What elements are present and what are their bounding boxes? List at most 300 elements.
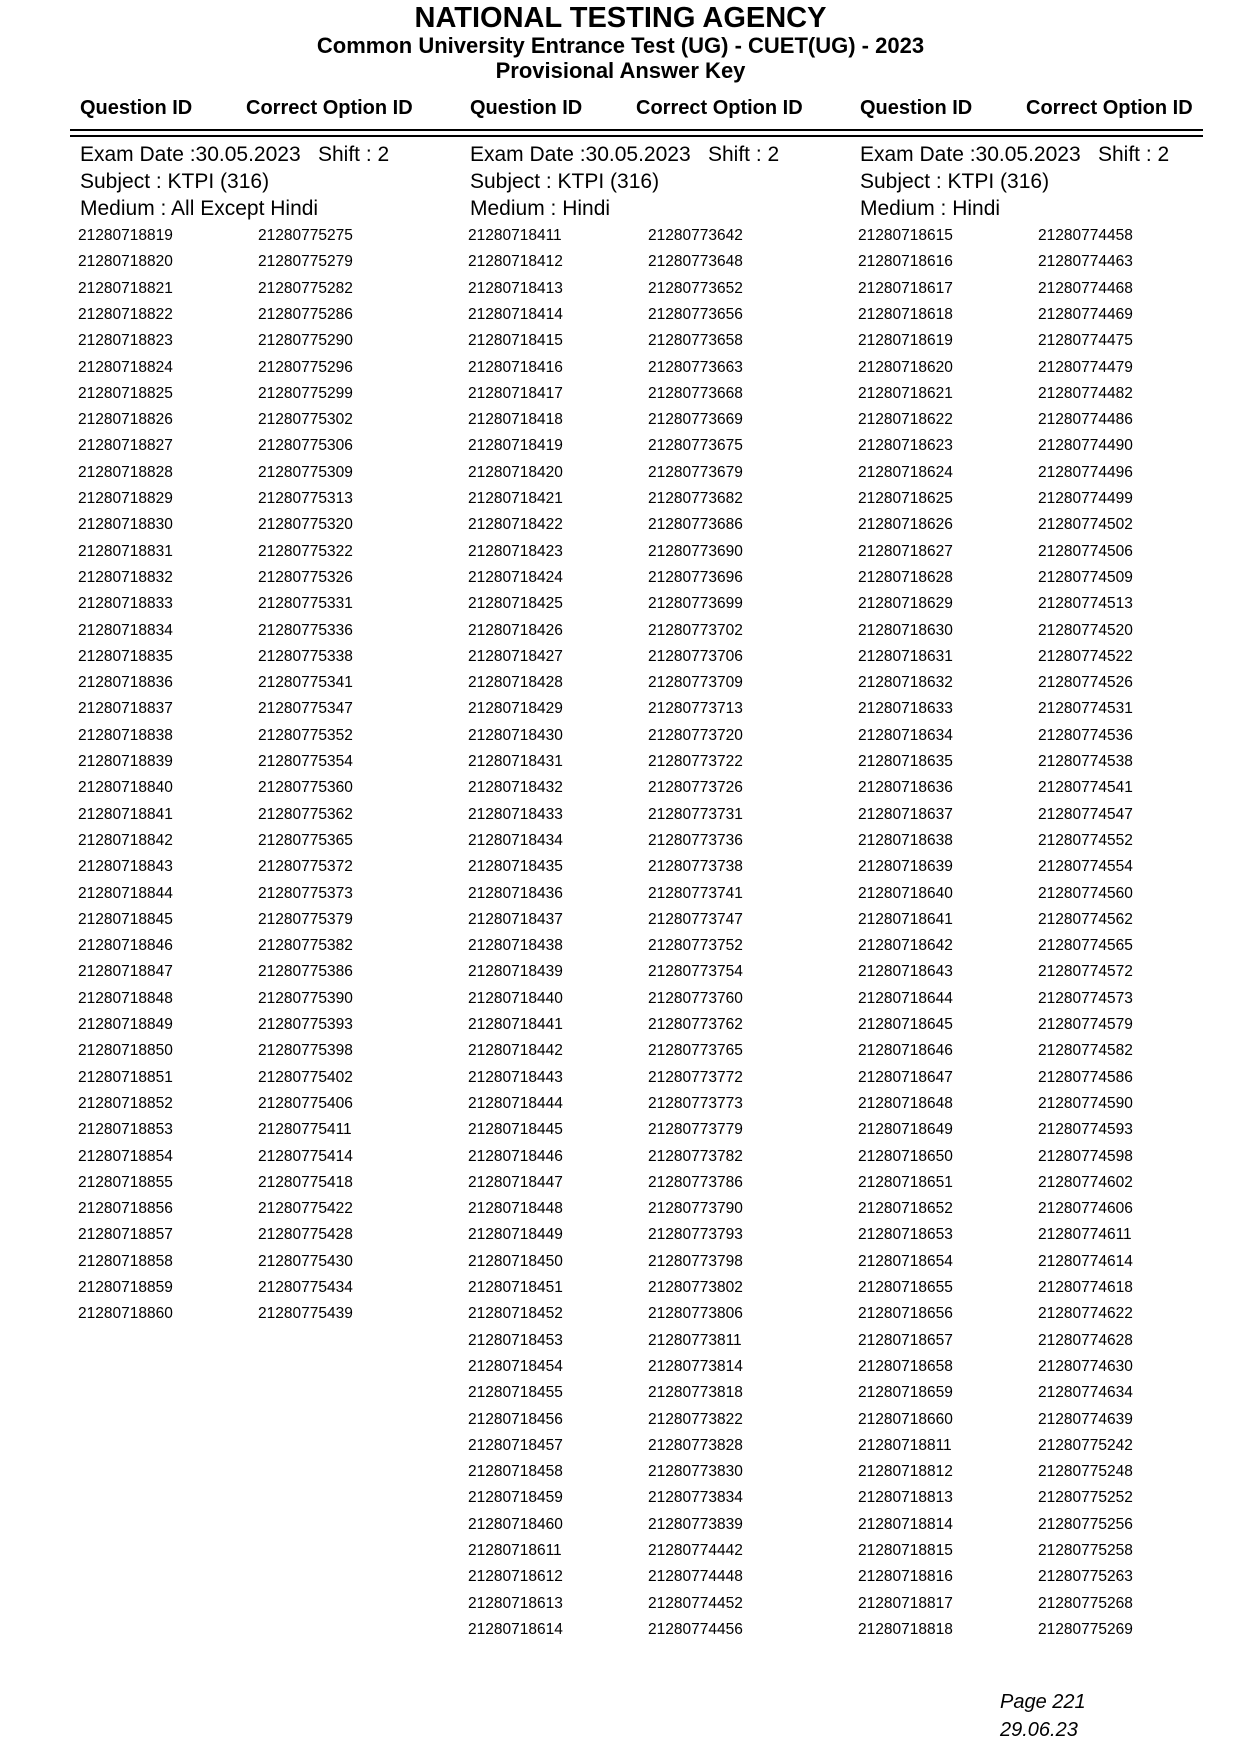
question-id-cell: 21280718860 xyxy=(78,1305,173,1322)
question-id-cell: 21280718814 xyxy=(858,1516,953,1533)
exam-date: Exam Date :30.05.2023 xyxy=(470,143,691,166)
question-id-cell: 21280718448 xyxy=(468,1200,563,1217)
correct-option-id-cell: 21280773731 xyxy=(648,806,743,823)
correct-option-id-cell: 21280774586 xyxy=(1038,1069,1133,1086)
question-id-cell: 21280718418 xyxy=(468,411,563,428)
question-id-cell: 21280718622 xyxy=(858,411,953,428)
question-id-cell: 21280718643 xyxy=(858,963,953,980)
correct-option-id-cell: 21280773747 xyxy=(648,911,743,928)
question-id-cell: 21280718816 xyxy=(858,1568,953,1585)
question-id-cell: 21280718830 xyxy=(78,516,173,533)
correct-option-id-cell: 21280775331 xyxy=(258,595,353,612)
question-id-cell: 21280718818 xyxy=(858,1621,953,1638)
correct-option-id-cell: 21280774554 xyxy=(1038,858,1133,875)
question-id-cell: 21280718634 xyxy=(858,727,953,744)
question-id-cell: 21280718835 xyxy=(78,648,173,665)
correct-option-id-cell: 21280774486 xyxy=(1038,411,1133,428)
question-id-header: Question ID xyxy=(80,97,193,119)
question-id-cell: 21280718450 xyxy=(468,1253,563,1270)
correct-option-id-cell: 21280773722 xyxy=(648,753,743,770)
question-id-cell: 21280718412 xyxy=(468,253,563,270)
correct-option-id-cell: 21280773682 xyxy=(648,490,743,507)
correct-option-id-cell: 21280775338 xyxy=(258,648,353,665)
correct-option-id-cell: 21280774509 xyxy=(1038,569,1133,586)
question-id-cell: 21280718626 xyxy=(858,516,953,533)
correct-option-id-cell: 21280773830 xyxy=(648,1463,743,1480)
question-id-cell: 21280718853 xyxy=(78,1121,173,1138)
correct-option-id-cell: 21280774639 xyxy=(1038,1411,1133,1428)
question-id-cell: 21280718815 xyxy=(858,1542,953,1559)
question-id-cell: 21280718647 xyxy=(858,1069,953,1086)
correct-option-id-cell: 21280774562 xyxy=(1038,911,1133,928)
question-id-cell: 21280718646 xyxy=(858,1042,953,1059)
shift: Shift : 2 xyxy=(708,143,780,166)
correct-option-id-cell: 21280775252 xyxy=(1038,1489,1133,1506)
question-id-cell: 21280718414 xyxy=(468,306,563,323)
question-id-cell: 21280718433 xyxy=(468,806,563,823)
question-id-cell: 21280718854 xyxy=(78,1148,173,1165)
correct-option-id-cell: 21280774573 xyxy=(1038,990,1133,1007)
correct-option-id-cell: 21280773648 xyxy=(648,253,743,270)
correct-option-id-cell: 21280773818 xyxy=(648,1384,743,1401)
question-id-cell: 21280718837 xyxy=(78,700,173,717)
correct-option-id-cell: 21280773656 xyxy=(648,306,743,323)
correct-option-id-cell: 21280773706 xyxy=(648,648,743,665)
correct-option-id-cell: 21280773713 xyxy=(648,700,743,717)
question-id-cell: 21280718642 xyxy=(858,937,953,954)
question-id-cell: 21280718850 xyxy=(78,1042,173,1059)
subject: Subject : KTPI (316) xyxy=(860,170,1050,193)
question-id-cell: 21280718456 xyxy=(468,1411,563,1428)
correct-option-id-cell: 21280775326 xyxy=(258,569,353,586)
correct-option-id-cell: 21280773709 xyxy=(648,674,743,691)
correct-option-id-cell: 21280774593 xyxy=(1038,1121,1133,1138)
correct-option-id-cell: 21280773802 xyxy=(648,1279,743,1296)
correct-option-id-cell: 21280774611 xyxy=(1038,1226,1132,1243)
question-id-cell: 21280718443 xyxy=(468,1069,563,1086)
question-id-cell: 21280718648 xyxy=(858,1095,953,1112)
correct-option-id-cell: 21280775269 xyxy=(1038,1621,1133,1638)
question-id-cell: 21280718445 xyxy=(468,1121,563,1138)
correct-option-id-cell: 21280773726 xyxy=(648,779,743,796)
question-id-cell: 21280718812 xyxy=(858,1463,953,1480)
correct-option-id-cell: 21280774602 xyxy=(1038,1174,1133,1191)
correct-option-id-header: Correct Option ID xyxy=(246,97,413,119)
correct-option-id-cell: 21280773663 xyxy=(648,359,743,376)
correct-option-id-cell: 21280773658 xyxy=(648,332,743,349)
correct-option-id-cell: 21280774565 xyxy=(1038,937,1133,954)
question-id-cell: 21280718452 xyxy=(468,1305,563,1322)
question-id-cell: 21280718849 xyxy=(78,1016,173,1033)
question-id-cell: 21280718840 xyxy=(78,779,173,796)
correct-option-id-cell: 21280774452 xyxy=(648,1595,743,1612)
correct-option-id-cell: 21280774469 xyxy=(1038,306,1133,323)
correct-option-id-cell: 21280774618 xyxy=(1038,1279,1133,1296)
correct-option-id-cell: 21280775393 xyxy=(258,1016,353,1033)
document-title: NATIONAL TESTING AGENCY xyxy=(414,2,827,34)
question-id-cell: 21280718826 xyxy=(78,411,173,428)
question-id-cell: 21280718632 xyxy=(858,674,953,691)
question-id-cell: 21280718825 xyxy=(78,385,173,402)
correct-option-id-cell: 21280774448 xyxy=(648,1568,743,1585)
correct-option-id-cell: 21280774482 xyxy=(1038,385,1133,402)
correct-option-id-cell: 21280775382 xyxy=(258,937,353,954)
question-id-cell: 21280718627 xyxy=(858,543,953,560)
correct-option-id-header: Correct Option ID xyxy=(636,97,803,119)
correct-option-id-cell: 21280775306 xyxy=(258,437,353,454)
correct-option-id-cell: 21280774463 xyxy=(1038,253,1133,270)
correct-option-id-cell: 21280775347 xyxy=(258,700,353,717)
correct-option-id-cell: 21280775398 xyxy=(258,1042,353,1059)
correct-option-id-cell: 21280775275 xyxy=(258,227,353,244)
question-id-cell: 21280718649 xyxy=(858,1121,953,1138)
correct-option-id-cell: 21280775365 xyxy=(258,832,353,849)
question-id-cell: 21280718432 xyxy=(468,779,563,796)
question-id-cell: 21280718811 xyxy=(858,1437,952,1454)
correct-option-id-cell: 21280774536 xyxy=(1038,727,1133,744)
correct-option-id-cell: 21280773793 xyxy=(648,1226,743,1243)
question-id-cell: 21280718428 xyxy=(468,674,563,691)
question-id-cell: 21280718652 xyxy=(858,1200,953,1217)
correct-option-id-cell: 21280775411 xyxy=(258,1121,352,1138)
question-id-cell: 21280718440 xyxy=(468,990,563,1007)
question-id-cell: 21280718846 xyxy=(78,937,173,954)
question-id-cell: 21280718855 xyxy=(78,1174,173,1191)
correct-option-id-cell: 21280775313 xyxy=(258,490,353,507)
correct-option-id-cell: 21280774442 xyxy=(648,1542,743,1559)
question-id-cell: 21280718614 xyxy=(468,1621,563,1638)
shift: Shift : 2 xyxy=(1098,143,1170,166)
correct-option-id-cell: 21280773828 xyxy=(648,1437,743,1454)
question-id-cell: 21280718641 xyxy=(858,911,953,928)
correct-option-id-cell: 21280775309 xyxy=(258,464,353,481)
question-id-cell: 21280718839 xyxy=(78,753,173,770)
correct-option-id-cell: 21280773702 xyxy=(648,622,743,639)
correct-option-id-cell: 21280773765 xyxy=(648,1042,743,1059)
question-id-cell: 21280718651 xyxy=(858,1174,953,1191)
question-id-cell: 21280718843 xyxy=(78,858,173,875)
subject: Subject : KTPI (316) xyxy=(470,170,660,193)
header-divider-bottom xyxy=(70,135,1203,137)
correct-option-id-cell: 21280774458 xyxy=(1038,227,1133,244)
correct-option-id-cell: 21280775268 xyxy=(1038,1595,1133,1612)
question-id-cell: 21280718429 xyxy=(468,700,563,717)
question-id-cell: 21280718637 xyxy=(858,806,953,823)
question-id-cell: 21280718655 xyxy=(858,1279,953,1296)
question-id-cell: 21280718834 xyxy=(78,622,173,639)
question-id-cell: 21280718635 xyxy=(858,753,953,770)
correct-option-id-cell: 21280775279 xyxy=(258,253,353,270)
question-id-cell: 21280718832 xyxy=(78,569,173,586)
question-id-cell: 21280718457 xyxy=(468,1437,563,1454)
correct-option-id-cell: 21280775242 xyxy=(1038,1437,1133,1454)
correct-option-id-cell: 21280775354 xyxy=(258,753,353,770)
correct-option-id-cell: 21280775422 xyxy=(258,1200,353,1217)
correct-option-id-cell: 21280774572 xyxy=(1038,963,1133,980)
correct-option-id-cell: 21280775428 xyxy=(258,1226,353,1243)
question-id-cell: 21280718455 xyxy=(468,1384,563,1401)
question-id-cell: 21280718819 xyxy=(78,227,173,244)
question-id-cell: 21280718823 xyxy=(78,332,173,349)
question-id-cell: 21280718633 xyxy=(858,700,953,717)
question-id-cell: 21280718618 xyxy=(858,306,953,323)
correct-option-id-cell: 21280773736 xyxy=(648,832,743,849)
question-id-cell: 21280718630 xyxy=(858,622,953,639)
correct-option-id-cell: 21280775439 xyxy=(258,1305,353,1322)
question-id-cell: 21280718824 xyxy=(78,359,173,376)
question-id-cell: 21280718444 xyxy=(468,1095,563,1112)
question-id-cell: 21280718852 xyxy=(78,1095,173,1112)
question-id-cell: 21280718660 xyxy=(858,1411,953,1428)
question-id-cell: 21280718658 xyxy=(858,1358,953,1375)
correct-option-id-cell: 21280775258 xyxy=(1038,1542,1133,1559)
correct-option-id-cell: 21280774598 xyxy=(1038,1148,1133,1165)
correct-option-id-cell: 21280773738 xyxy=(648,858,743,875)
medium: Medium : Hindi xyxy=(860,197,1001,220)
question-id-cell: 21280718437 xyxy=(468,911,563,928)
correct-option-id-cell: 21280775386 xyxy=(258,963,353,980)
question-id-cell: 21280718631 xyxy=(858,648,953,665)
question-id-cell: 21280718425 xyxy=(468,595,563,612)
correct-option-id-cell: 21280775322 xyxy=(258,543,353,560)
correct-option-id-cell: 21280774531 xyxy=(1038,700,1133,717)
correct-option-id-cell: 21280774499 xyxy=(1038,490,1133,507)
question-id-cell: 21280718659 xyxy=(858,1384,953,1401)
question-id-cell: 21280718454 xyxy=(468,1358,563,1375)
correct-option-id-cell: 21280775263 xyxy=(1038,1568,1133,1585)
question-id-cell: 21280718829 xyxy=(78,490,173,507)
correct-option-id-cell: 21280774456 xyxy=(648,1621,743,1638)
question-id-cell: 21280718638 xyxy=(858,832,953,849)
correct-option-id-cell: 21280773652 xyxy=(648,280,743,297)
question-id-cell: 21280718656 xyxy=(858,1305,953,1322)
question-id-cell: 21280718628 xyxy=(858,569,953,586)
correct-option-id-cell: 21280773668 xyxy=(648,385,743,402)
correct-option-id-cell: 21280773773 xyxy=(648,1095,743,1112)
correct-option-id-cell: 21280773822 xyxy=(648,1411,743,1428)
question-id-cell: 21280718822 xyxy=(78,306,173,323)
question-id-cell: 21280718842 xyxy=(78,832,173,849)
question-id-cell: 21280718419 xyxy=(468,437,563,454)
question-id-cell: 21280718629 xyxy=(858,595,953,612)
question-id-cell: 21280718411 xyxy=(468,227,562,244)
question-id-cell: 21280718415 xyxy=(468,332,563,349)
correct-option-id-cell: 21280773760 xyxy=(648,990,743,1007)
question-id-cell: 21280718644 xyxy=(858,990,953,1007)
correct-option-id-cell: 21280775336 xyxy=(258,622,353,639)
correct-option-id-cell: 21280775373 xyxy=(258,885,353,902)
question-id-cell: 21280718426 xyxy=(468,622,563,639)
question-id-cell: 21280718615 xyxy=(858,227,953,244)
question-id-cell: 21280718434 xyxy=(468,832,563,849)
correct-option-id-cell: 21280773720 xyxy=(648,727,743,744)
correct-option-id-cell: 21280773669 xyxy=(648,411,743,428)
question-id-cell: 21280718442 xyxy=(468,1042,563,1059)
question-id-cell: 21280718446 xyxy=(468,1148,563,1165)
correct-option-id-cell: 21280773696 xyxy=(648,569,743,586)
question-id-cell: 21280718611 xyxy=(468,1542,562,1559)
correct-option-id-cell: 21280774513 xyxy=(1038,595,1133,612)
correct-option-id-cell: 21280773754 xyxy=(648,963,743,980)
correct-option-id-cell: 21280773806 xyxy=(648,1305,743,1322)
correct-option-id-cell: 21280775320 xyxy=(258,516,353,533)
correct-option-id-cell: 21280774560 xyxy=(1038,885,1133,902)
question-id-header: Question ID xyxy=(860,97,973,119)
correct-option-id-cell: 21280775286 xyxy=(258,306,353,323)
question-id-cell: 21280718423 xyxy=(468,543,563,560)
correct-option-id-cell: 21280774490 xyxy=(1038,437,1133,454)
correct-option-id-cell: 21280775299 xyxy=(258,385,353,402)
document-subtitle: Common University Entrance Test (UG) - CUET(UG) - 2023 xyxy=(316,33,925,58)
correct-option-id-cell: 21280773686 xyxy=(648,516,743,533)
correct-option-id-cell: 21280773752 xyxy=(648,937,743,954)
question-id-cell: 21280718420 xyxy=(468,464,563,481)
question-id-cell: 21280718817 xyxy=(858,1595,953,1612)
correct-option-id-cell: 21280775418 xyxy=(258,1174,353,1191)
correct-option-id-cell: 21280773782 xyxy=(648,1148,743,1165)
question-id-cell: 21280718451 xyxy=(468,1279,563,1296)
question-id-cell: 21280718449 xyxy=(468,1226,563,1243)
question-id-cell: 21280718458 xyxy=(468,1463,563,1480)
question-id-cell: 21280718645 xyxy=(858,1016,953,1033)
correct-option-id-cell: 21280773679 xyxy=(648,464,743,481)
question-id-cell: 21280718639 xyxy=(858,858,953,875)
question-id-cell: 21280718828 xyxy=(78,464,173,481)
correct-option-id-cell: 21280775360 xyxy=(258,779,353,796)
correct-option-id-cell: 21280773762 xyxy=(648,1016,743,1033)
question-id-cell: 21280718640 xyxy=(858,885,953,902)
question-id-cell: 21280718441 xyxy=(468,1016,563,1033)
correct-option-id-cell: 21280775290 xyxy=(258,332,353,349)
question-id-cell: 21280718833 xyxy=(78,595,173,612)
question-id-cell: 21280718845 xyxy=(78,911,173,928)
question-id-cell: 21280718430 xyxy=(468,727,563,744)
question-id-cell: 21280718459 xyxy=(468,1489,563,1506)
question-id-cell: 21280718841 xyxy=(78,806,173,823)
correct-option-id-cell: 21280774506 xyxy=(1038,543,1133,560)
correct-option-id-cell: 21280775256 xyxy=(1038,1516,1133,1533)
correct-option-id-cell: 21280775402 xyxy=(258,1069,353,1086)
correct-option-id-cell: 21280775296 xyxy=(258,359,353,376)
correct-option-id-cell: 21280773699 xyxy=(648,595,743,612)
question-id-cell: 21280718650 xyxy=(858,1148,953,1165)
correct-option-id-cell: 21280775379 xyxy=(258,911,353,928)
header-divider-top xyxy=(70,129,1203,131)
correct-option-id-cell: 21280773675 xyxy=(648,437,743,454)
correct-option-id-cell: 21280773798 xyxy=(648,1253,743,1270)
correct-option-id-cell: 21280773811 xyxy=(648,1332,742,1349)
correct-option-id-cell: 21280775302 xyxy=(258,411,353,428)
question-id-cell: 21280718851 xyxy=(78,1069,173,1086)
question-id-cell: 21280718836 xyxy=(78,674,173,691)
correct-option-id-cell: 21280774479 xyxy=(1038,359,1133,376)
question-id-cell: 21280718621 xyxy=(858,385,953,402)
question-id-cell: 21280718813 xyxy=(858,1489,953,1506)
correct-option-id-cell: 21280774520 xyxy=(1038,622,1133,639)
answer-key-label: Provisional Answer Key xyxy=(495,58,746,83)
correct-option-id-cell: 21280774547 xyxy=(1038,806,1133,823)
correct-option-id-cell: 21280773772 xyxy=(648,1069,743,1086)
question-id-cell: 21280718435 xyxy=(468,858,563,875)
question-id-cell: 21280718859 xyxy=(78,1279,173,1296)
correct-option-id-cell: 21280774614 xyxy=(1038,1253,1133,1270)
question-id-cell: 21280718453 xyxy=(468,1332,563,1349)
question-id-cell: 21280718831 xyxy=(78,543,173,560)
question-id-cell: 21280718857 xyxy=(78,1226,173,1243)
question-id-cell: 21280718613 xyxy=(468,1595,563,1612)
question-id-cell: 21280718416 xyxy=(468,359,563,376)
question-id-cell: 21280718431 xyxy=(468,753,563,770)
correct-option-id-cell: 21280773779 xyxy=(648,1121,743,1138)
correct-option-id-cell: 21280773839 xyxy=(648,1516,743,1533)
question-id-cell: 21280718623 xyxy=(858,437,953,454)
subject: Subject : KTPI (316) xyxy=(80,170,270,193)
correct-option-id-cell: 21280773814 xyxy=(648,1358,743,1375)
correct-option-id-cell: 21280773786 xyxy=(648,1174,743,1191)
correct-option-id-cell: 21280775282 xyxy=(258,280,353,297)
correct-option-id-cell: 21280774634 xyxy=(1038,1384,1133,1401)
correct-option-id-cell: 21280774622 xyxy=(1038,1305,1133,1322)
correct-option-id-cell: 21280774541 xyxy=(1038,779,1133,796)
correct-option-id-cell: 21280774502 xyxy=(1038,516,1133,533)
correct-option-id-cell: 21280774582 xyxy=(1038,1042,1133,1059)
question-id-cell: 21280718624 xyxy=(858,464,953,481)
question-id-cell: 21280718447 xyxy=(468,1174,563,1191)
correct-option-id-cell: 21280775352 xyxy=(258,727,353,744)
question-id-cell: 21280718422 xyxy=(468,516,563,533)
question-id-cell: 21280718653 xyxy=(858,1226,953,1243)
question-id-cell: 21280718436 xyxy=(468,885,563,902)
medium: Medium : All Except Hindi xyxy=(80,197,319,220)
question-id-cell: 21280718636 xyxy=(858,779,953,796)
correct-option-id-cell: 21280774552 xyxy=(1038,832,1133,849)
correct-option-id-cell: 21280774496 xyxy=(1038,464,1133,481)
question-id-cell: 21280718620 xyxy=(858,359,953,376)
question-id-cell: 21280718427 xyxy=(468,648,563,665)
correct-option-id-cell: 21280775362 xyxy=(258,806,353,823)
correct-option-id-cell: 21280774538 xyxy=(1038,753,1133,770)
question-id-cell: 21280718413 xyxy=(468,280,563,297)
correct-option-id-cell: 21280775341 xyxy=(258,674,353,691)
correct-option-id-cell: 21280773741 xyxy=(648,885,743,902)
question-id-cell: 21280718424 xyxy=(468,569,563,586)
exam-date: Exam Date :30.05.2023 xyxy=(80,143,301,166)
question-id-cell: 21280718438 xyxy=(468,937,563,954)
correct-option-id-cell: 21280775372 xyxy=(258,858,353,875)
question-id-cell: 21280718856 xyxy=(78,1200,173,1217)
correct-option-id-cell: 21280774522 xyxy=(1038,648,1133,665)
page-number: Page 221 xyxy=(1000,1691,1086,1713)
correct-option-id-cell: 21280775430 xyxy=(258,1253,353,1270)
correct-option-id-cell: 21280774468 xyxy=(1038,280,1133,297)
correct-option-id-cell: 21280773642 xyxy=(648,227,743,244)
correct-option-id-cell: 21280773834 xyxy=(648,1489,743,1506)
exam-date: Exam Date :30.05.2023 xyxy=(860,143,1081,166)
shift: Shift : 2 xyxy=(318,143,390,166)
correct-option-id-cell: 21280774590 xyxy=(1038,1095,1133,1112)
question-id-cell: 21280718421 xyxy=(468,490,563,507)
correct-option-id-cell: 21280775390 xyxy=(258,990,353,1007)
correct-option-id-cell: 21280774630 xyxy=(1038,1358,1133,1375)
correct-option-id-cell: 21280773790 xyxy=(648,1200,743,1217)
print-date: 29.06.23 xyxy=(1000,1719,1078,1741)
question-id-cell: 21280718619 xyxy=(858,332,953,349)
question-id-cell: 21280718625 xyxy=(858,490,953,507)
question-id-header: Question ID xyxy=(470,97,583,119)
question-id-cell: 21280718616 xyxy=(858,253,953,270)
question-id-cell: 21280718820 xyxy=(78,253,173,270)
question-id-cell: 21280718654 xyxy=(858,1253,953,1270)
